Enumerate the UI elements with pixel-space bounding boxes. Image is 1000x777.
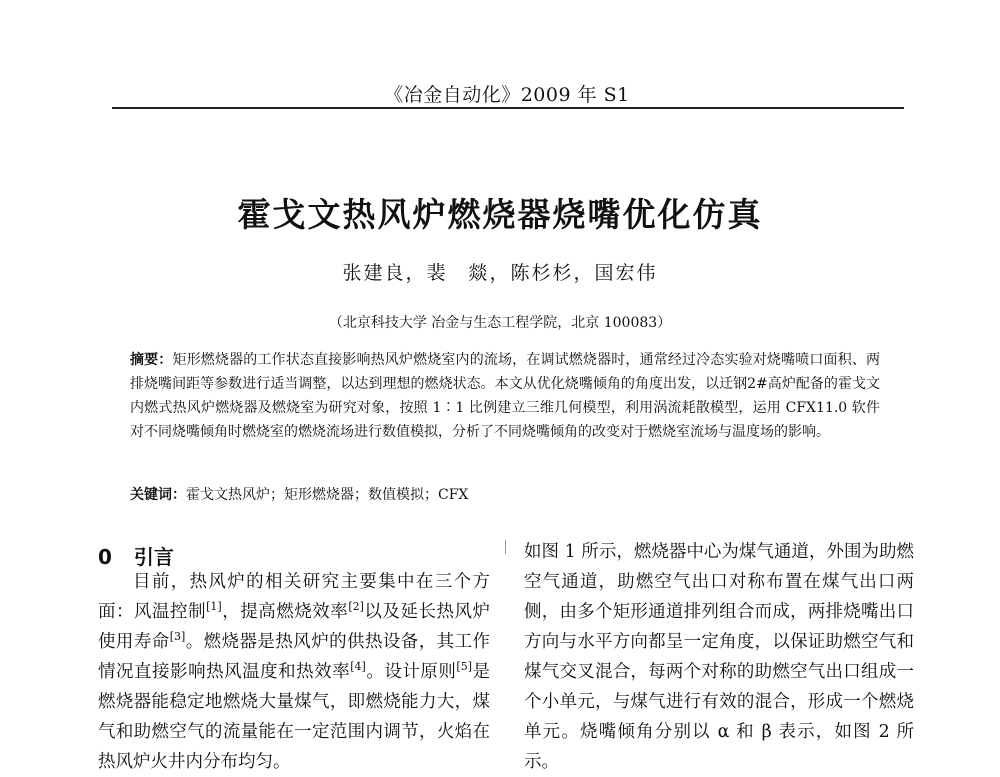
keywords bbox=[130, 484, 880, 506]
citation-ref: [1] bbox=[206, 600, 222, 614]
citation-ref: [4] bbox=[350, 660, 366, 674]
abstract-label: 摘要： bbox=[130, 352, 173, 368]
header-rule bbox=[112, 107, 904, 109]
authors: 张建良，裴 燚，陈杉杉，国宏伟 bbox=[342, 262, 658, 284]
paragraph-text: 。燃烧器是热风炉的供热设备，其工作情况直接影响热风温度和热效率 bbox=[98, 632, 491, 682]
right-column-paragraph: 如图 1 所示，燃烧器中心为煤气通道，外围为助燃空气通道，助燃空气出口对称布置在煤气出口两侧，由多个矩形通道排列组合而成，两排烧嘴出口方向与水平方向都呈一定角度，以保证助燃空气和煤气交叉混合，每两个对称的助燃空气出口组成一个小单元，与煤气进行有效的混合，形成一个燃烧单元。烧嘴倾角分别以 α 和 β 表示，如图 2 所示。 bbox=[524, 542, 914, 772]
paragraph-text: 目前，热风炉的相关研究主要集中在三个方面：风温控制 bbox=[98, 572, 490, 622]
section-title: 引言 bbox=[133, 545, 174, 569]
section-number: 0 bbox=[98, 545, 112, 569]
citation-ref: [5] bbox=[456, 660, 472, 674]
paragraph-text: 。设计原则 bbox=[365, 662, 457, 682]
paragraph-text: ，提高燃烧效率 bbox=[221, 602, 349, 622]
left-column-paragraph bbox=[98, 567, 490, 777]
paper-title: 霍戈文热风炉燃烧器烧嘴优化仿真 bbox=[237, 195, 763, 234]
journal-header: 《冶金自动化》2009 年 S1 bbox=[384, 84, 630, 106]
section-heading bbox=[98, 541, 174, 570]
paragraph-text: 以及延长热风炉使用寿命 bbox=[98, 602, 491, 652]
citation-ref: [2] bbox=[348, 600, 364, 614]
keywords-label: 关键词： bbox=[130, 487, 186, 503]
abstract-text: 矩形燃烧器的工作状态直接影响热风炉燃烧室内的流场，在调试燃烧器时，通常经过冷态实验对烧嘴喷口面积、两排烧嘴间距等参数进行适当调整，以达到理想的燃烧状态。本文从优化烧嘴倾角的角度出发，以迁钢2#高炉配备的霍戈文内燃式热风炉燃烧器及燃烧室为研究对象，按照 1∶1 比例建立三维几何模型，利用涡流耗散模型，运用 CFX11.0 软件对不同烧嘴倾角时燃烧室的燃烧流场进行数值模拟，分析了不同烧嘴倾角的改变对于燃烧室流场与温度场的影响。 bbox=[130, 352, 881, 440]
affiliation: （北京科技大学 冶金与生态工程学院，北京 100083） bbox=[328, 315, 672, 331]
citation-ref: [3] bbox=[169, 630, 186, 644]
column-divider bbox=[505, 540, 506, 554]
keywords-text: 霍戈文热风炉；矩形燃烧器；数值模拟；CFX bbox=[186, 487, 469, 503]
abstract bbox=[130, 348, 880, 444]
paragraph-text: 是燃烧器能稳定地燃烧大量煤气，即燃烧能力大，煤气和助燃空气的流量能在一定范围内调节，火焰在热风炉火井内分布均匀。 bbox=[98, 662, 491, 772]
